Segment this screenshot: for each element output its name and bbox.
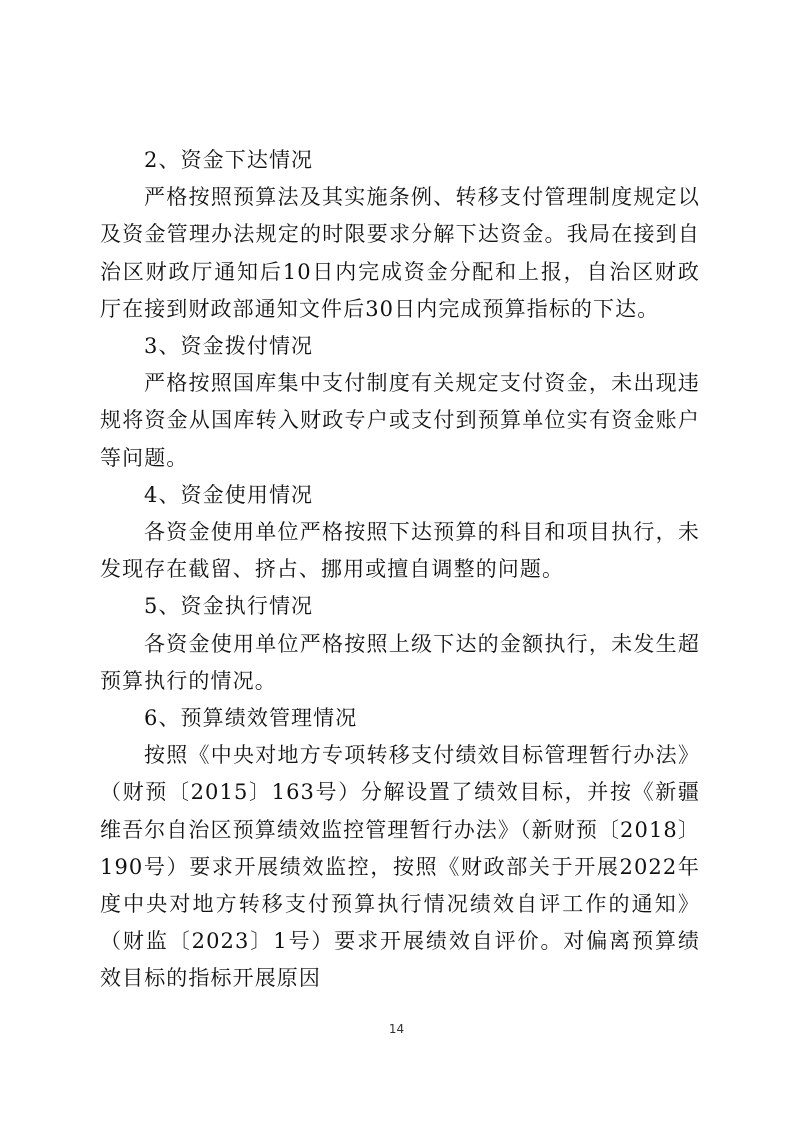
section-heading-performance-management: 6、预算绩效管理情况 [144,706,358,731]
paragraph-funds-execution: 各资金使用单位严格按照上级下达的金额执行，未发生超预算执行的情况。 [100,631,700,693]
section-heading-funds-execution: 5、资金执行情况 [144,594,314,619]
page-body [100,142,700,998]
paragraph-funds-usage: 各资金使用单位严格按照下达预算的科目和项目执行，未发现存在截留、挤占、挪用或擅自调整的问题。 [100,520,700,582]
section-heading-funds-usage: 4、资金使用情况 [144,482,314,507]
paragraph-performance-management: 按照《中央对地方专项转移支付绩效目标管理暂行办法》（财预〔2015〕163号）分解设置了绩效目标，并按《新疆维吾尔自治区预算绩效监控管理暂行办法》（新财预〔2018〕190号）要求开展绩效监控，按照《财政部关于开展2022年度中央对地方转移支付预算执行情况绩效自评工作的通知》（财监〔2023〕1号）要求开展绩效自评价。对偏离预算绩效目标的指标开展原因 [100,743,700,991]
paragraph-funds-disbursement: 严格按照国库集中支付制度有关规定支付资金，未出现违规将资金从国库转入财政专户或支付到预算单位实有资金账户等问题。 [100,371,700,470]
section-heading-funds-issuance: 2、资金下达情况 [144,148,314,172]
page-number: 14 [388,1022,405,1036]
section-heading-funds-disbursement: 3、资金拨付情况 [144,334,314,359]
paragraph-funds-issuance: 严格按照预算法及其实施条例、转移支付管理制度规定以及资金管理办法规定的时限要求分解下达资金。我局在接到自治区财政厅通知后10日内完成资金分配和上报，自治区财政厅在接到财政部通知文件后30日内完成预算指标的下达。 [100,185,700,321]
